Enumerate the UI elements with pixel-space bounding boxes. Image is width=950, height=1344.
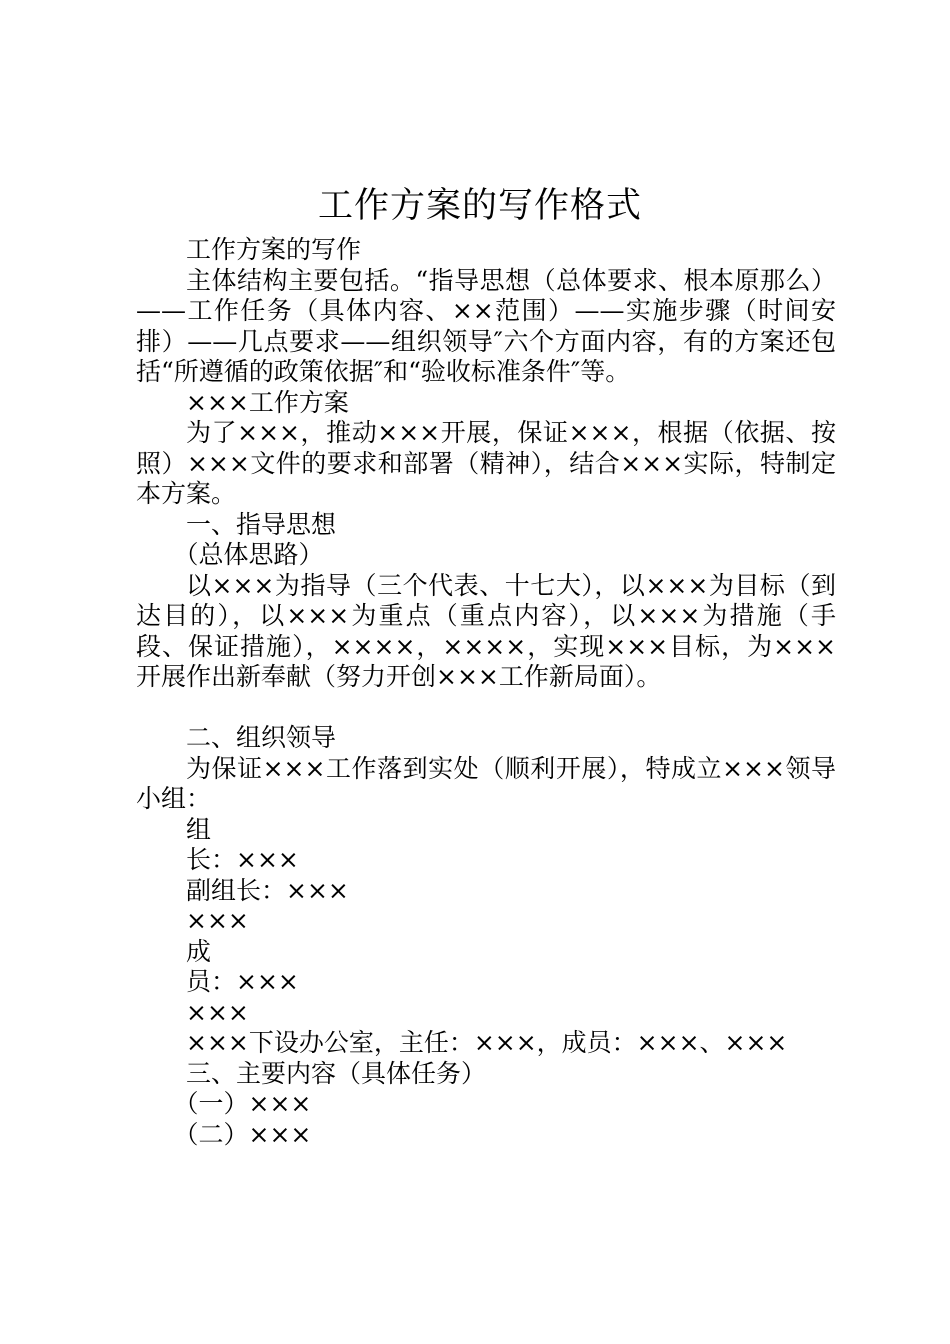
blank-line bbox=[136, 693, 836, 724]
paragraph: 以×××为指导（三个代表、十七大），以×××为目标（到达目的），以×××为重点（重点内容），以×××为措施（手段、保证措施），××××，××××，实现×××目标，为×××开展作出新奉献（努力开创×××工作新局面）。 bbox=[136, 570, 836, 691]
document-body bbox=[136, 235, 836, 1150]
section-heading: 一、指导思想 bbox=[186, 509, 337, 539]
paragraph: ×××下设办公室，主任：×××，成员：×××、××× bbox=[186, 1028, 788, 1057]
paragraph: 工作方案的写作 bbox=[186, 235, 362, 264]
paragraph: 副组长：××× bbox=[186, 875, 349, 905]
section-heading: 三、主要内容（具体任务） bbox=[186, 1058, 487, 1088]
paragraph: ××× bbox=[186, 906, 249, 935]
section-heading: ×××工作方案 bbox=[186, 387, 349, 417]
list-item: （二）××× bbox=[173, 1119, 312, 1149]
paragraph: 成 bbox=[186, 936, 212, 966]
paragraph: 主体结构主要包括。“指导思想（总体要求、根本原那么）——工作任务（具体内容、××范围）——实施步骤（时间安排）——几点要求——组织领导″六个方面内容，有的方案还包括“所遵循的政策依据″和“验收标准条件″等。 bbox=[136, 265, 836, 386]
paragraph: （总体思路） bbox=[173, 540, 324, 569]
paragraph: ××× bbox=[186, 997, 249, 1027]
document-title: 工作方案的写作格式 bbox=[317, 186, 642, 226]
section-heading: 二、组织领导 bbox=[186, 723, 337, 752]
paragraph: 为了×××，推动×××开展，保证×××，根据（依据、按照）×××文件的要求和部署（精神），结合×××实际，特制定本方案。 bbox=[136, 418, 836, 508]
paragraph: 长：××× bbox=[186, 845, 299, 874]
list-item: （一）××× bbox=[173, 1089, 312, 1118]
paragraph: 员：××× bbox=[186, 967, 299, 996]
paragraph: 为保证×××工作落到实处（顺利开展），特成立×××领导小组： bbox=[136, 753, 836, 813]
paragraph: 组 bbox=[186, 814, 212, 844]
